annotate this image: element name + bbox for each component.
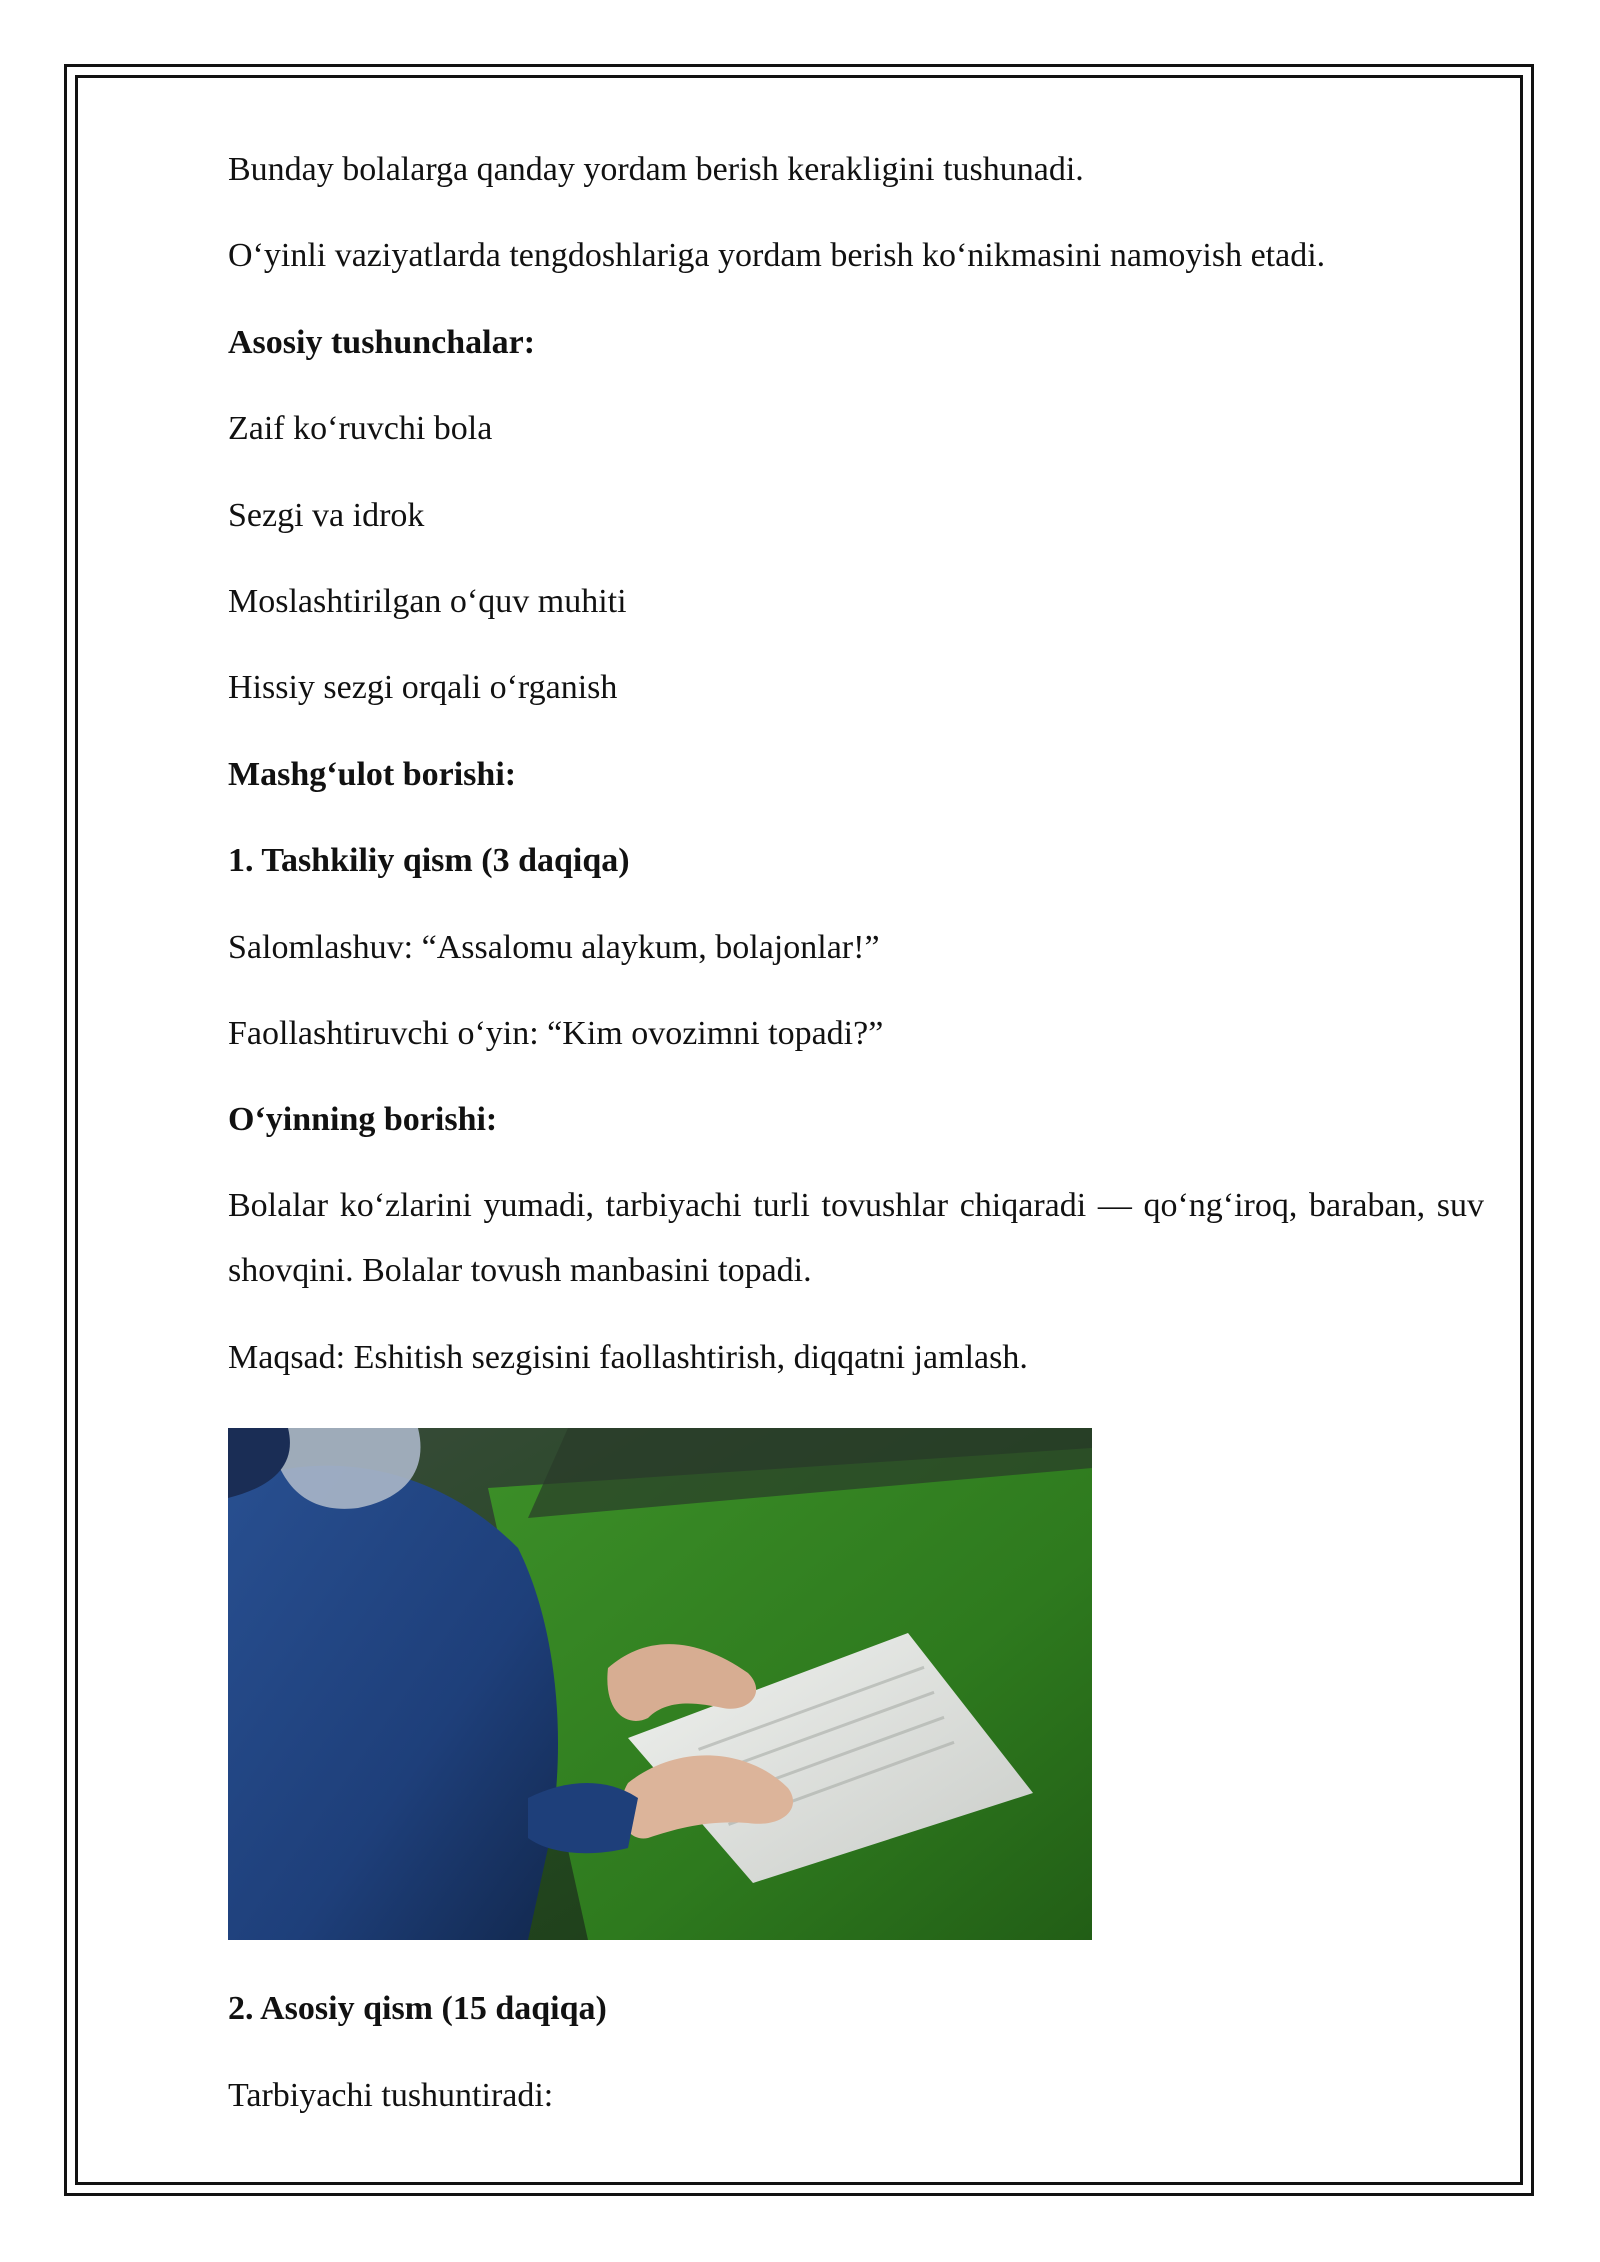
heading-game: O‘yinning borishi:	[228, 1101, 498, 1138]
text-line: Faollashtiruvchi o‘yin: “Kim ovozimni topadi?”	[228, 1015, 884, 1052]
text-line: O‘yinli vaziyatlarda tengdoshlariga yordam berish ko‘nikmasini namoyish etadi.	[228, 237, 1326, 274]
concept-item: Sezgi va idrok	[228, 497, 425, 534]
heading-concepts: Asosiy tushunchalar:	[228, 324, 536, 361]
text-line: Tarbiyachi tushuntiradi:	[228, 2077, 554, 2114]
concept-item: Moslashtirilgan o‘quv muhiti	[228, 583, 627, 620]
section-title: 2. Asosiy qism (15 daqiqa)	[228, 1990, 607, 2027]
concept-item: Hissiy sezgi orqali o‘rganish	[228, 669, 618, 706]
text-line: Salomlashuv: “Assalomu alaykum, bolajonlar!”	[228, 929, 880, 966]
heading-lesson: Mashg‘ulot borishi:	[228, 756, 517, 793]
paragraph: Bolalar ko‘zlarini yumadi, tarbiyachi turli tovushlar chiqaradi — qo‘ng‘iroq, baraban, suv shovqini. Bolalar tovush manbasini topadi.	[228, 1187, 1484, 1289]
section-title: 1. Tashkiliy qism (3 daqiqa)	[228, 842, 630, 879]
photo-child-reading-braille	[228, 1428, 1092, 1940]
concept-item: Zaif ko‘ruvchi bola	[228, 410, 493, 447]
text-line: Bunday bolalarga qanday yordam berish kerakligini tushunadi.	[228, 151, 1084, 188]
text-line: Maqsad: Eshitish sezgisini faollashtirish, diqqatni jamlash.	[228, 1339, 1028, 1376]
